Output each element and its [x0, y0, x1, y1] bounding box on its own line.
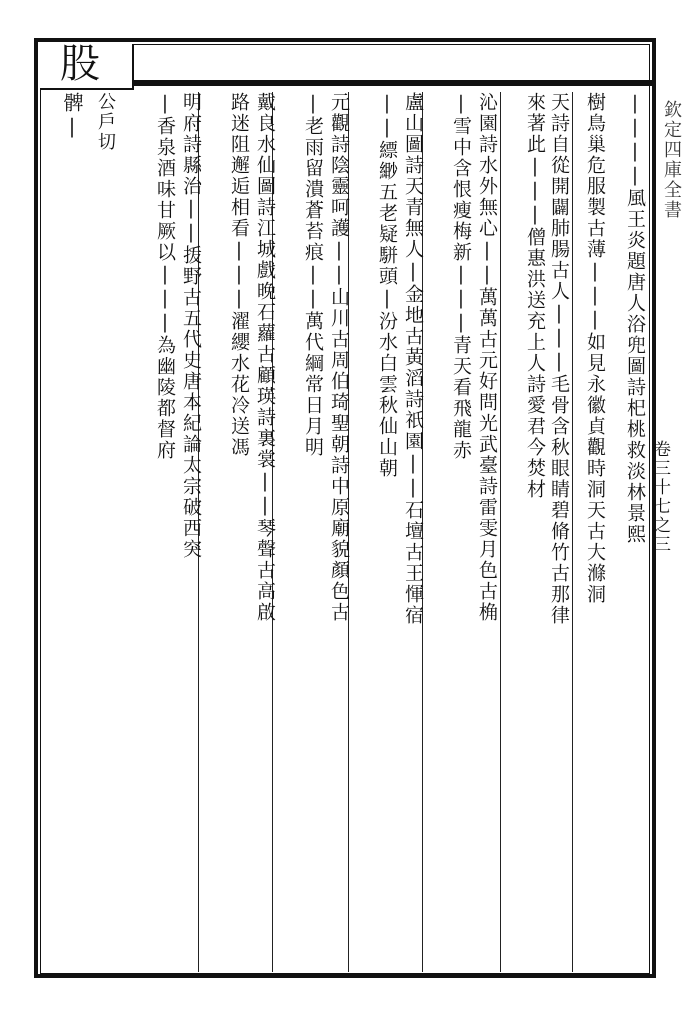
text-column: 盧山圖詩天青無人|金地古黃滔詩祇園||石壇古王惲宿 [402, 92, 424, 626]
text-column: 樹鳥巢危服製古薄|||如見永徽貞觀時洞天古大滌洞 [584, 92, 606, 605]
text-column: |香泉酒味甘厥以|||為幽陵都督府 [154, 92, 176, 461]
top-rule [132, 80, 656, 86]
text-column: |老雨留潰蒼苔痕||萬代綱常日月明 [302, 92, 324, 458]
text-column: 元觀詩陰靈呵護||山川古周伯琦聖朝詩中原廟貌顏色古 [328, 92, 350, 623]
text-column: 路迷阻邂逅相看|||濯纓水花冷送馮 [228, 92, 250, 458]
text-column: ||||風王炎題唐人浴兜圖詩𣏌桃救淡林景熙 [624, 92, 646, 545]
text-column: |雪中含恨瘦梅新|||青天看飛龍赤 [450, 92, 472, 461]
text-column: ||縹緲五老疑駢頭|汾水白雲秋仙山朝 [376, 92, 398, 479]
head-character: 股 [60, 41, 100, 87]
text-column: 天詩自從開闢肺腸古人|||毛骨含秋眼睛碧脩竹古那律 [548, 92, 570, 626]
text-column: 戴良水仙圖詩江城戲晚石蘿古顧瑛詩裏裳||琴聲古高啟 [254, 92, 276, 623]
gloss-character: 髀| [60, 92, 84, 140]
text-column: 來著此|||僧惠洪送充上人詩愛君今焚材 [524, 92, 546, 500]
text-column: 沁園詩水外無心||萬萬古元好問光武臺詩雷雯月色古桷 [476, 92, 498, 623]
gloss-pronunciation: 公戶切 [95, 92, 116, 152]
margin-title: 欽定四庫全書 [661, 100, 682, 220]
text-column: 明府詩縣治||㧞野古五代史唐本紀論太宗破西突 [180, 92, 202, 560]
juan-label: 卷三十七之三 [650, 440, 670, 554]
